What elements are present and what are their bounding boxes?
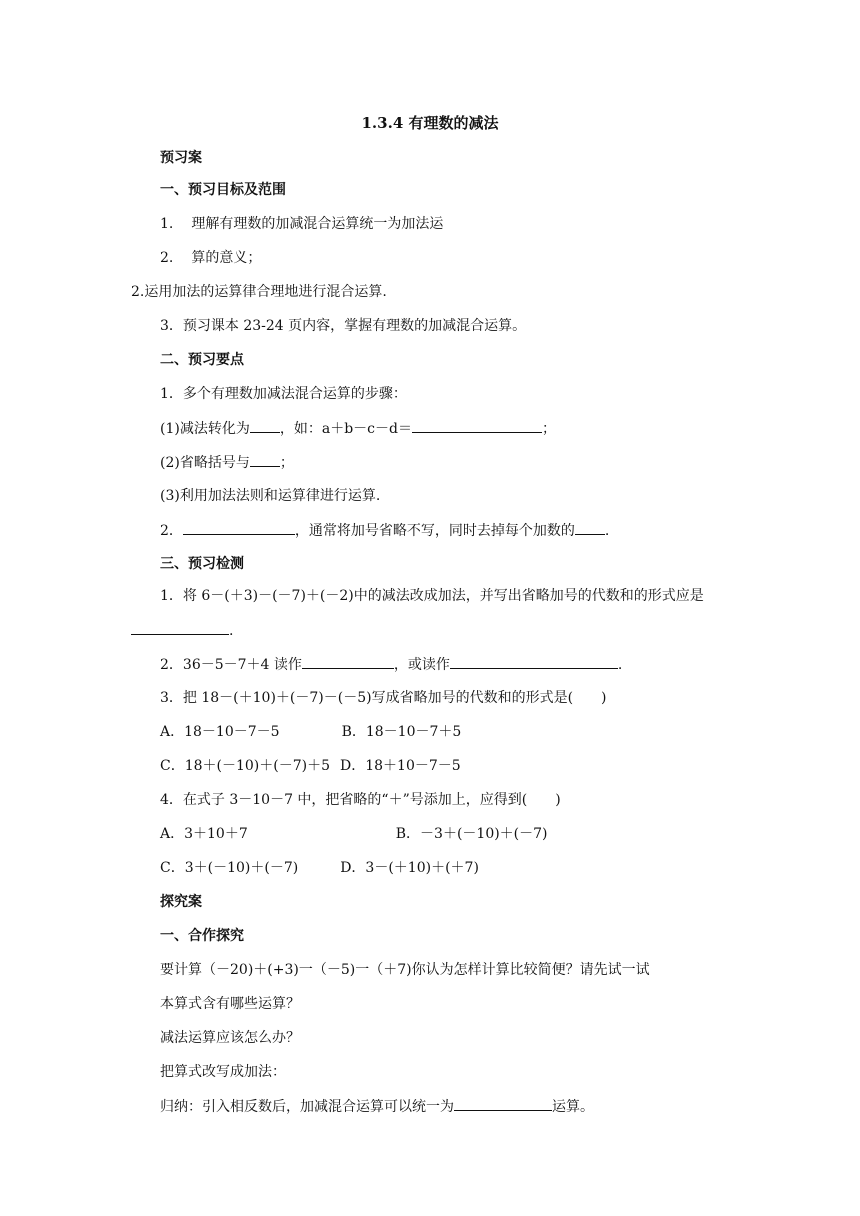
section3-heading: 三、预习检测 [160, 556, 244, 572]
check-q3-options-ab [160, 722, 461, 742]
blank-field [131, 620, 229, 635]
blank-field [450, 654, 618, 669]
check-q4-options-ab [160, 824, 548, 844]
blank-field [575, 520, 605, 535]
objective-2 [160, 248, 261, 268]
explore-section1-heading: 一、合作探究 [160, 928, 244, 944]
explore-heading: 探究案 [160, 894, 202, 910]
section1-heading: 一、预习目标及范围 [160, 182, 286, 198]
check-q4: 4．在式子 3－10－7 中，把省略的“＋”号添加上，应得到( ) [160, 792, 561, 808]
step-1 [160, 418, 556, 439]
step-1-text-c: ； [541, 421, 556, 437]
check-q2-text-b: ，或读作 [393, 657, 450, 673]
check-q1-answer [131, 620, 233, 641]
blank-field [412, 418, 542, 433]
option-c: C．3＋(－10)＋(－7) [160, 860, 299, 876]
check-q1-end: . [229, 623, 234, 639]
step-1-text-b: ，如：a＋b－c－d＝ [279, 421, 412, 437]
explore-p2: 本算式含有哪些运算？ [160, 996, 300, 1012]
key-point-2-text: ，通常将加号省略不写，同时去掉每个加数的 [294, 523, 575, 539]
summary-text-b: 运算。 [552, 1099, 594, 1115]
check-q1: 1．将 6－(＋3)－(－7)＋(－2)中的减法改成加法，并写出省略加号的代数和的形式应是 [160, 588, 704, 604]
option-b: B．18－10－7＋5 [341, 724, 462, 740]
step-3: (3)利用加法法则和运算律进行运算. [160, 488, 381, 504]
blank-field [183, 520, 295, 535]
key-point-2 [160, 520, 609, 541]
section2-heading: 二、预习要点 [160, 352, 244, 368]
blank-field [250, 452, 280, 467]
option-d: D．18＋10－7－5 [340, 758, 461, 774]
key-point-2-end: . [604, 523, 610, 539]
explore-p1: 要计算（－20)＋(+3)一（－5)一（＋7)你认为怎样计算比较简便？请先试一试 [160, 962, 650, 978]
objective-1-num: 1. [160, 216, 174, 232]
check-q2-end: . [617, 657, 623, 673]
check-q3-options-cd [160, 756, 461, 776]
check-q2-text-a: 2．36－5－7＋4 读作 [160, 657, 302, 673]
explore-p3: 减法运算应该怎么办？ [160, 1030, 300, 1046]
objective-3: 2.运用加法的运算律合理地进行混合运算. [131, 284, 387, 300]
objective-2-num: 2. [160, 250, 174, 266]
step-2 [160, 452, 294, 473]
check-q3: 3．把 18－(＋10)＋(－7)－(－5)写成省略加号的代数和的形式是( ) [160, 690, 607, 706]
objective-2-text: 算的意义； [191, 250, 262, 266]
option-a: A．3＋10＋7 [160, 826, 248, 842]
objective-4: 3．预习课本 23-24 页内容，掌握有理数的加减混合运算。 [160, 318, 527, 334]
option-a: A．18－10－7－5 [160, 724, 280, 740]
preview-heading: 预习案 [160, 150, 202, 166]
objective-1 [160, 214, 443, 234]
step-1-text-a: (1)减法转化为 [160, 421, 250, 437]
check-q2 [160, 654, 622, 675]
key-point-2-num: 2． [160, 523, 183, 539]
explore-p4: 把算式改写成加法： [160, 1064, 286, 1080]
blank-field [250, 418, 280, 433]
option-d: D．3－(＋10)＋(＋7) [340, 860, 479, 876]
option-c: C．18＋(－10)＋(－7)＋5 [160, 758, 331, 774]
objective-1-text: 理解有理数的加减混合运算统一为加法运 [191, 216, 444, 232]
blank-field [454, 1096, 552, 1111]
key-points-intro: 1．多个有理数加减法混合运算的步骤： [160, 386, 407, 402]
step-2-text-a: (2)省略括号与 [160, 455, 250, 471]
blank-field [302, 654, 394, 669]
step-2-text-b: ； [279, 455, 294, 471]
document-title: 1.3.4 有理数的减法 [361, 114, 499, 132]
check-q4-options-cd [160, 858, 479, 878]
option-b: B．－3＋(－10)＋(－7) [395, 826, 548, 842]
explore-summary [160, 1096, 594, 1117]
summary-text-a: 归纳：引入相反数后，加减混合运算可以统一为 [160, 1099, 454, 1115]
